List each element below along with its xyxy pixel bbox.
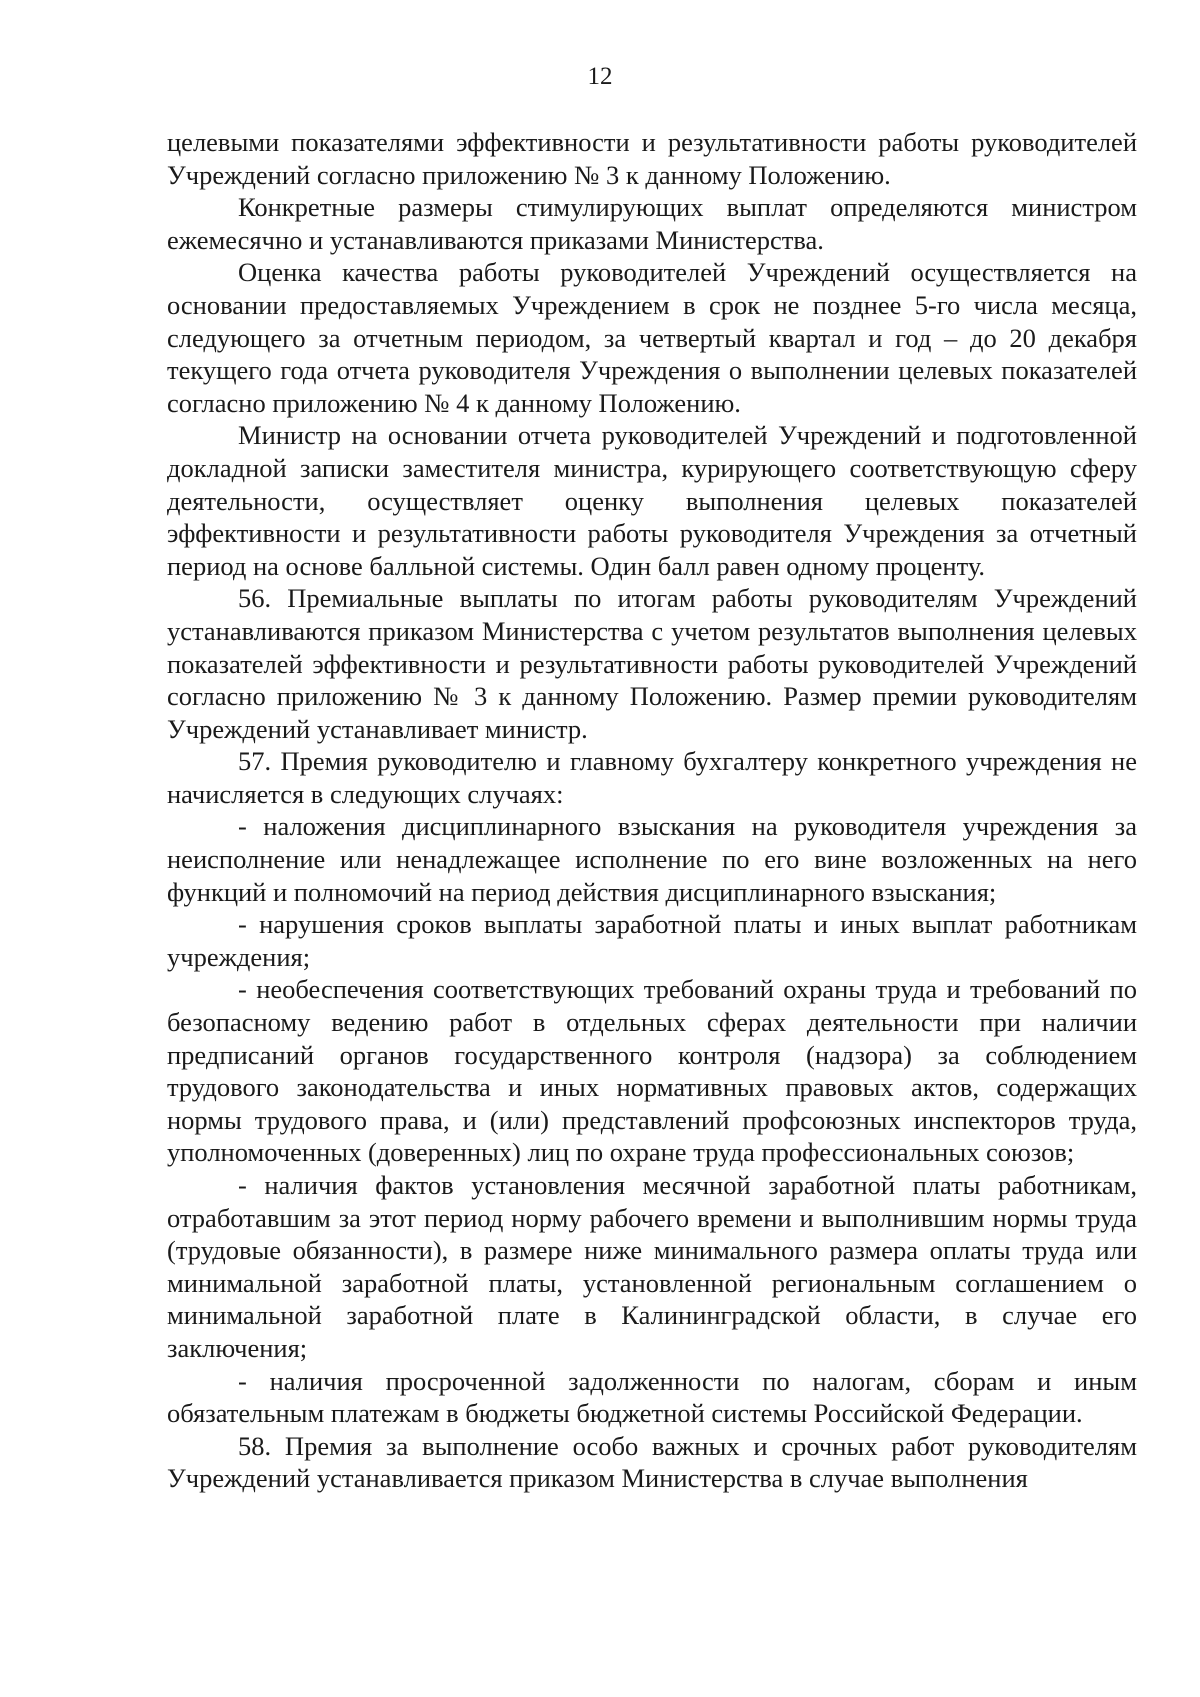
paragraph: Министр на основании отчета руководителей Учреждений и подготовленной докладной записки заместителя министра, курирующего соответствующую сферу деятельности, осуществляет оценку выполнения целевых показателей эффективности и результативности работы руководителя Учреждения за отчетный период на основе балльной системы. Один балл равен одному проценту. (167, 420, 1137, 581)
list-item: - нарушения сроков выплаты заработной платы и иных выплат работникам учреждения; (167, 909, 1137, 972)
list-item: - наложения дисциплинарного взыскания на руководителя учреждения за неисполнение или ненадлежащее исполнение по его вине возложенных на него функций и полномочий на период действия дисциплинарного взыскания; (167, 811, 1137, 907)
page-number: 12 (587, 63, 613, 90)
paragraph: Конкретные размеры стимулирующих выплат определяются министром ежемесячно и устанавливаются приказами Министерства. (167, 192, 1137, 255)
list-item: - наличия фактов установления месячной заработной платы работникам, отработавшим за этот период норму рабочего времени и выполнившим нормы труда (трудовые обязанности), в размере ниже минимального размера оплаты труда или минимальной заработной платы, установленной региональным соглашением о минимальной заработной плате в Калининградской области, в случае его заключения; (167, 1170, 1137, 1363)
paragraph-item-57: 57. Премия руководителю и главному бухгалтеру конкретного учреждения не начисляется в следующих случаях: (167, 746, 1137, 809)
list-item: - необеспечения соответствующих требований охраны труда и требований по безопасному ведению работ в отдельных сферах деятельности при наличии предписаний органов государственного контроля (надзора) за соблюдением трудового законодательства и иных нормативных правовых актов, содержащих нормы трудового права, и (или) представлений профсоюзных инспекторов труда, уполномоченных (доверенных) лиц по охране труда профессиональных союзов; (167, 974, 1137, 1168)
paragraph-item-56: 56. Премиальные выплаты по итогам работы руководителям Учреждений устанавливаются приказом Министерства с учетом результатов выполнения целевых показателей эффективности и результативности работы руководителей Учреждений согласно приложению № 3 к данному Положению. Размер премии руководителям Учреждений устанавливает министр. (167, 583, 1137, 744)
paragraph: Оценка качества работы руководителей Учреждений осуществляется на основании предоставляемых Учреждением в срок не позднее 5-го числа месяца, следующего за отчетным периодом, за четвертый квартал и год – до 20 декабря текущего года отчета руководителя Учреждения о выполнении целевых показателей согласно приложению № 4 к данному Положению. (167, 257, 1137, 418)
paragraph-item-58: 58. Премия за выполнение особо важных и срочных работ руководителям Учреждений устанавливается приказом Министерства в случае выполнения (167, 1430, 1137, 1494)
paragraph: целевыми показателями эффективности и результативности работы руководителей Учреждений согласно приложению № 3 к данному Положению. (167, 127, 1137, 190)
document-body (167, 126, 1137, 1495)
list-item: - наличия просроченной задолженности по налогам, сборам и иным обязательным платежам в бюджеты бюджетной системы Российской Федерации. (167, 1365, 1137, 1429)
